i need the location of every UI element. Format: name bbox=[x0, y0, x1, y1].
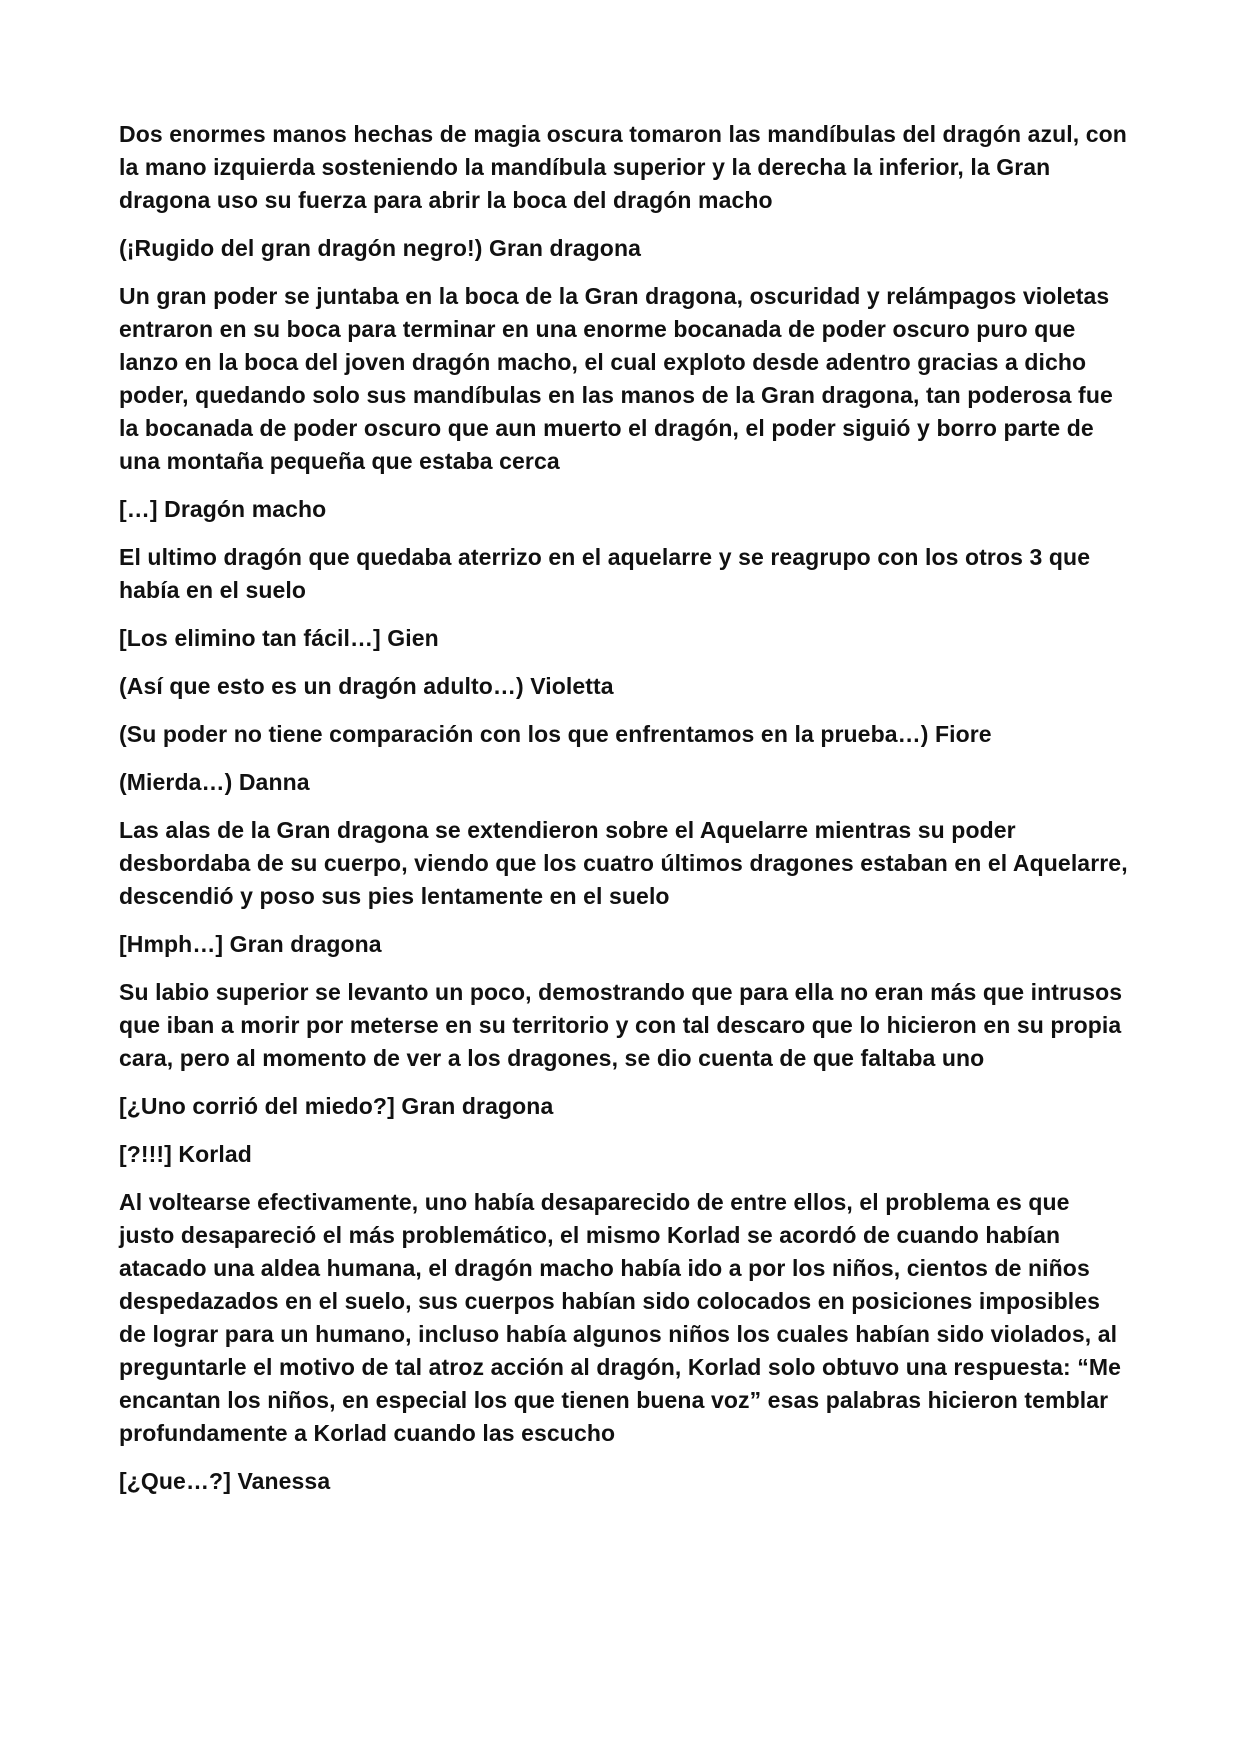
paragraph-4: Las alas de la Gran dragona se extendieron sobre el Aquelarre mientras su poder desbordaba de su cuerpo, viendo que los cuatro últimos dragones estaban en el Aquelarre, descendió y poso sus pies lentamente en el suelo bbox=[119, 817, 1128, 909]
dialogue-line: (¡Rugido del gran dragón negro!) Gran dragona bbox=[119, 235, 641, 261]
paragraph-1: Dos enormes manos hechas de magia oscura tomaron las mandíbulas del dragón azul, con la mano izquierda sosteniendo la mandíbula superior y la derecha la inferior, la Gran dragona uso su fuerza para abrir la boca del dragón macho bbox=[119, 121, 1127, 213]
dialogue-line: (Mierda…) Danna bbox=[119, 769, 310, 795]
document-body bbox=[119, 118, 1129, 1513]
paragraph-5: Su labio superior se levanto un poco, demostrando que para ella no eran más que intrusos que iban a morir por meterse en su territorio y con tal descaro que lo hicieron en su propia cara, pero al momento de ver a los dragones, se dio cuenta de que faltaba uno bbox=[119, 979, 1123, 1071]
dialogue-line: [¿Que…?] Vanessa bbox=[119, 1468, 331, 1494]
dialogue-line: [?!!!] Korlad bbox=[119, 1141, 252, 1167]
dialogue-line: [Los elimino tan fácil…] Gien bbox=[119, 625, 439, 651]
paragraph-6: Al voltearse efectivamente, uno había desaparecido de entre ellos, el problema es que justo desapareció el más problemático, el mismo Korlad se acordó de cuando habían atacado una aldea humana, el dragón macho había ido a por los niños, cientos de niños despedazados en el suelo, sus cuerpos habían sido colocados en posiciones imposibles de lograr para un humano, incluso había algunos niños los cuales habían sido violados, al preguntarle el motivo de tal atroz acción al dragón, Korlad solo obtuvo una respuesta: “Me encantan los niños, en especial los que tienen buena voz” esas palabras hicieron temblar profundamente a Korlad cuando las escucho bbox=[119, 1189, 1121, 1446]
paragraph-2: Un gran poder se juntaba en la boca de la Gran dragona, oscuridad y relámpagos violetas entraron en su boca para terminar en una enorme bocanada de poder oscuro puro que lanzo en la boca del joven dragón macho, el cual exploto desde adentro gracias a dicho poder, quedando solo sus mandíbulas en las manos de la Gran dragona, tan poderosa fue la bocanada de poder oscuro que aun muerto el dragón, el poder siguió y borro parte de una montaña pequeña que estaba cerca bbox=[119, 283, 1113, 474]
dialogue-line: […] Dragón macho bbox=[119, 496, 327, 522]
dialogue-line: (Su poder no tiene comparación con los que enfrentamos en la prueba…) Fiore bbox=[119, 721, 992, 747]
dialogue-line: (Así que esto es un dragón adulto…) Violetta bbox=[119, 673, 614, 699]
dialogue-line: [¿Uno corrió del miedo?] Gran dragona bbox=[119, 1093, 554, 1119]
paragraph-3: El ultimo dragón que quedaba aterrizo en el aquelarre y se reagrupo con los otros 3 que había en el suelo bbox=[119, 544, 1091, 603]
dialogue-line: [Hmph…] Gran dragona bbox=[119, 931, 382, 957]
